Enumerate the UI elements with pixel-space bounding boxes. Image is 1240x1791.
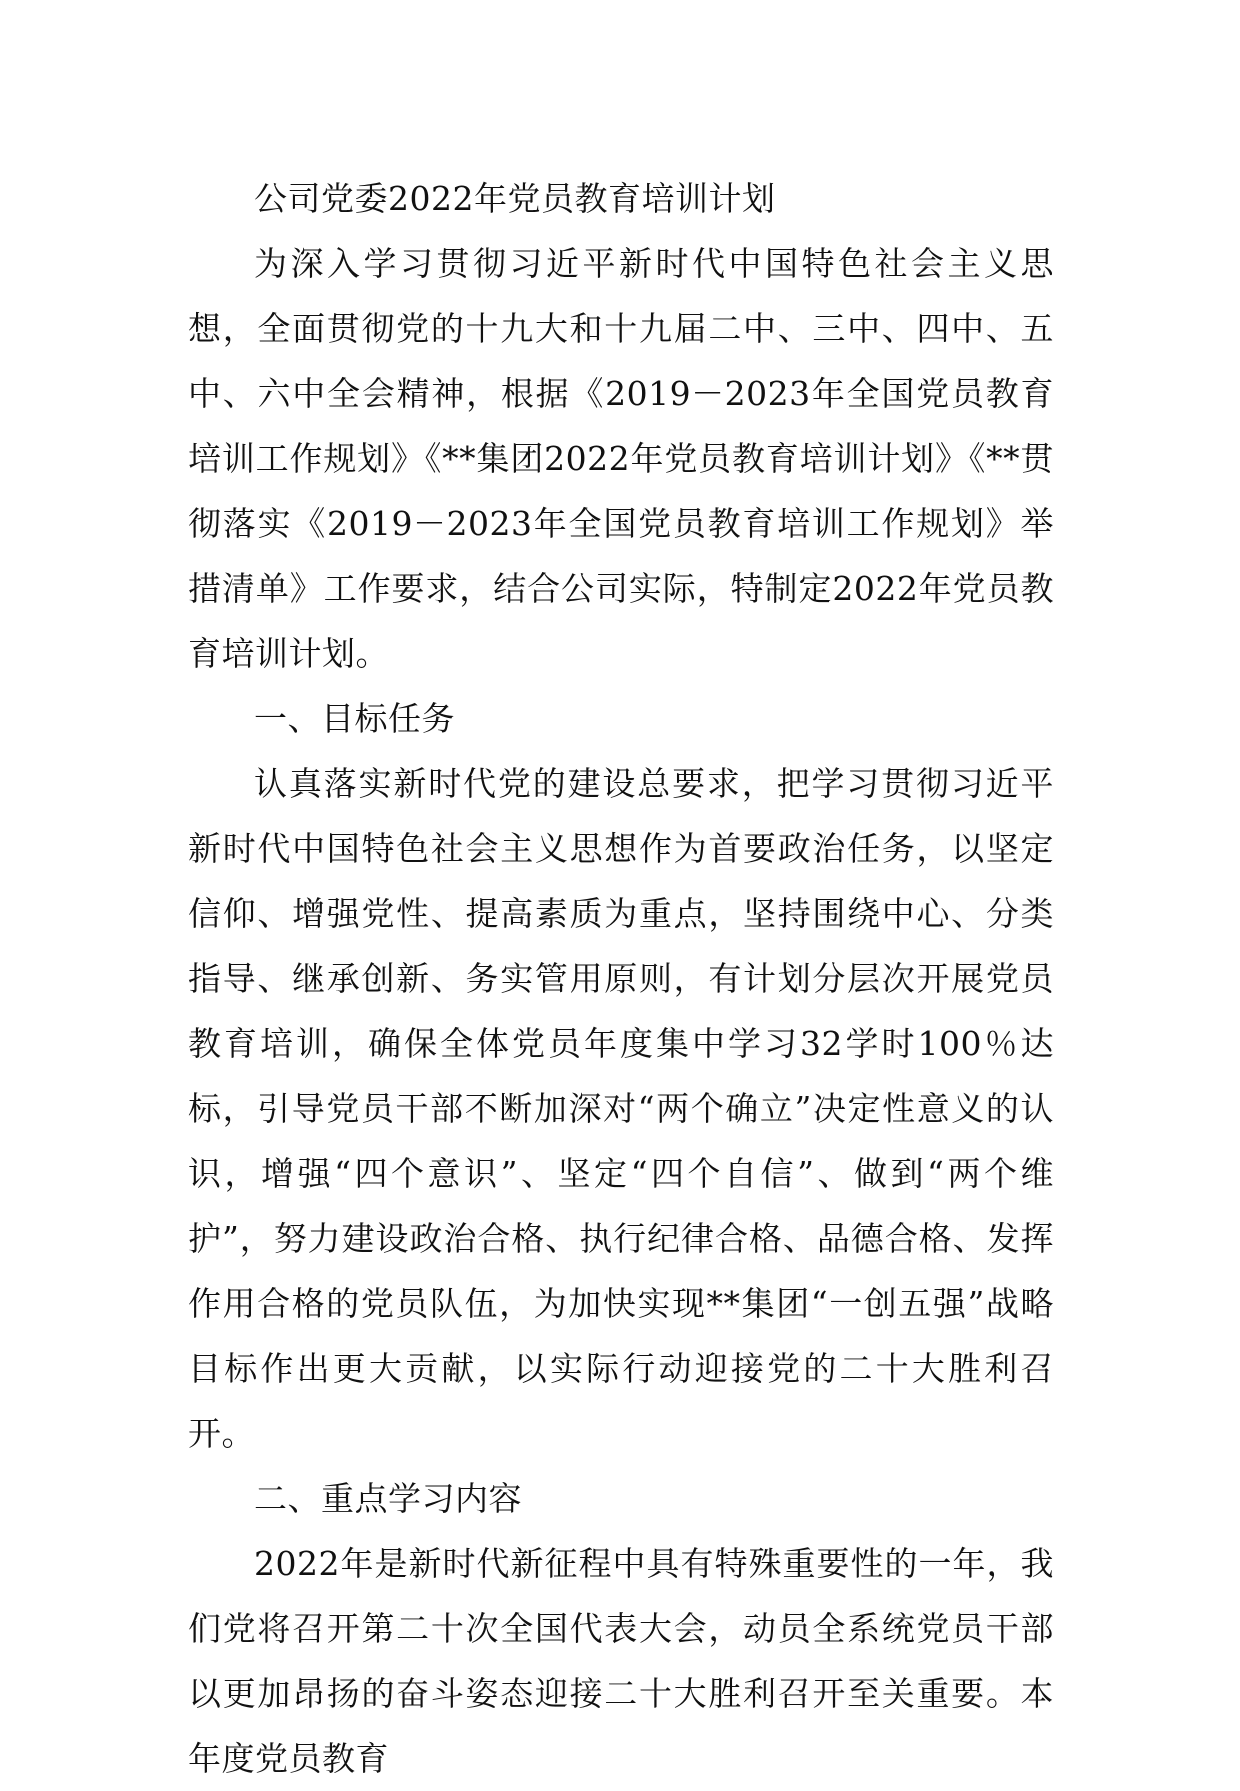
section-heading-goals: 一、目标任务 xyxy=(254,699,455,738)
goals-paragraph: 认真落实新时代党的建设总要求，把学习贯彻习近平新时代中国特色社会主义思想作为首要政治任务，以坚定信仰、增强党性、提高素质为重点，坚持围绕中心、分类指导、继承创新、务实管用原则，有计划分层次开展党员教育培训，确保全体党员年度集中学习32学时100％达标，引导党员干部不断加深对“两个确立”决定性意义的认识，增强“四个意识”、坚定“四个自信”、做到“两个维护”，努力建设政治合格、执行纪律合格、品德合格、发挥作用合格的党员队伍，为加快实现**集团“一创五强”战略目标作出更大贡献，以实际行动迎接党的二十大胜利召开。 xyxy=(188,764,1054,1453)
intro-paragraph: 为深入学习贯彻习近平新时代中国特色社会主义思想，全面贯彻党的十九大和十九届二中、三中、四中、五中、六中全会精神，根据《2019－2023年全国党员教育培训工作规划》《**集团2022年党员教育培训计划》《**贯彻落实《2019－2023年全国党员教育培训工作规划》举措清单》工作要求，结合公司实际，特制定2022年党员教育培训计划。 xyxy=(188,244,1054,673)
document-body xyxy=(188,166,1054,1791)
section-heading-content: 二、重点学习内容 xyxy=(254,1479,522,1518)
content-paragraph: 2022年是新时代新征程中具有特殊重要性的一年，我们党将召开第二十次全国代表大会，动员全系统党员干部以更加昂扬的奋斗姿态迎接二十大胜利召开至关重要。本年度党员教育 xyxy=(188,1544,1054,1778)
document-title: 公司党委2022年党员教育培训计划 xyxy=(254,179,776,218)
